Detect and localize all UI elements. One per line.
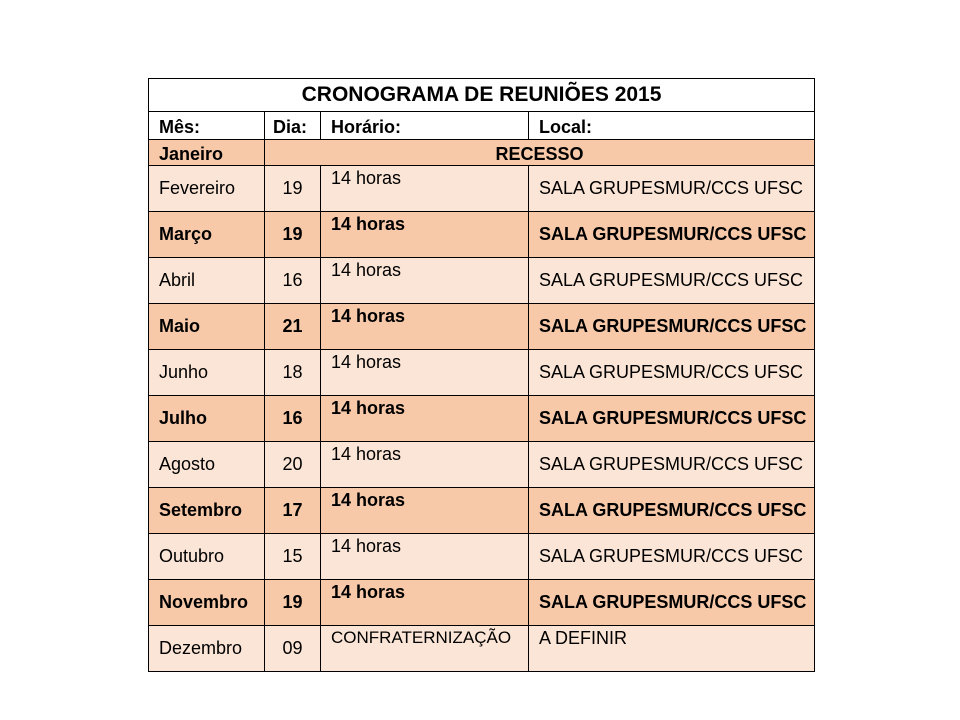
time-cell: 14 horas xyxy=(321,212,529,258)
location-cell: SALA GRUPESMUR/CCS UFSC xyxy=(529,488,815,534)
time-cell: 14 horas xyxy=(321,258,529,304)
month-cell: Junho xyxy=(149,350,265,396)
recess-row xyxy=(149,140,815,166)
location-cell: A DEFINIR xyxy=(529,626,815,672)
table-row xyxy=(149,166,815,212)
month-cell: Maio xyxy=(149,304,265,350)
location-cell: SALA GRUPESMUR/CCS UFSC xyxy=(529,350,815,396)
time-cell: 14 horas xyxy=(321,442,529,488)
table-row xyxy=(149,626,815,672)
day-cell: 21 xyxy=(265,304,321,350)
table-row xyxy=(149,580,815,626)
day-cell: 19 xyxy=(265,212,321,258)
location-cell: SALA GRUPESMUR/CCS UFSC xyxy=(529,442,815,488)
table-row xyxy=(149,258,815,304)
location-cell: SALA GRUPESMUR/CCS UFSC xyxy=(529,166,815,212)
time-cell: 14 horas xyxy=(321,488,529,534)
table-row xyxy=(149,442,815,488)
month-cell: Julho xyxy=(149,396,265,442)
recess-month: Janeiro xyxy=(149,140,265,166)
header-time: Horário: xyxy=(321,112,529,140)
location-cell: SALA GRUPESMUR/CCS UFSC xyxy=(529,304,815,350)
time-cell: 14 horas xyxy=(321,580,529,626)
month-cell: Abril xyxy=(149,258,265,304)
location-cell: SALA GRUPESMUR/CCS UFSC xyxy=(529,580,815,626)
table-row xyxy=(149,534,815,580)
day-cell: 15 xyxy=(265,534,321,580)
month-cell: Agosto xyxy=(149,442,265,488)
month-cell: Outubro xyxy=(149,534,265,580)
day-cell: 09 xyxy=(265,626,321,672)
table-row xyxy=(149,212,815,258)
location-cell: SALA GRUPESMUR/CCS UFSC xyxy=(529,396,815,442)
location-cell: SALA GRUPESMUR/CCS UFSC xyxy=(529,258,815,304)
header-month: Mês: xyxy=(149,112,265,140)
month-cell: Dezembro xyxy=(149,626,265,672)
table-row xyxy=(149,350,815,396)
time-cell: 14 horas xyxy=(321,534,529,580)
day-cell: 16 xyxy=(265,396,321,442)
day-cell: 20 xyxy=(265,442,321,488)
title-row xyxy=(149,79,815,112)
month-cell: Fevereiro xyxy=(149,166,265,212)
day-cell: 19 xyxy=(265,580,321,626)
recess-note: RECESSO xyxy=(265,140,815,166)
table-row xyxy=(149,488,815,534)
time-cell: CONFRATERNIZAÇÃO xyxy=(321,626,529,672)
day-cell: 19 xyxy=(265,166,321,212)
header-row xyxy=(149,112,815,140)
day-cell: 16 xyxy=(265,258,321,304)
day-cell: 17 xyxy=(265,488,321,534)
table-row xyxy=(149,304,815,350)
header-day: Dia: xyxy=(265,112,321,140)
header-location: Local: xyxy=(529,112,815,140)
time-cell: 14 horas xyxy=(321,304,529,350)
time-cell: 14 horas xyxy=(321,350,529,396)
table-row xyxy=(149,396,815,442)
time-cell: 14 horas xyxy=(321,396,529,442)
month-cell: Setembro xyxy=(149,488,265,534)
location-cell: SALA GRUPESMUR/CCS UFSC xyxy=(529,212,815,258)
month-cell: Novembro xyxy=(149,580,265,626)
time-cell: 14 horas xyxy=(321,166,529,212)
day-cell: 18 xyxy=(265,350,321,396)
meeting-schedule-table xyxy=(148,78,815,672)
month-cell: Março xyxy=(149,212,265,258)
table-title: CRONOGRAMA DE REUNIÕES 2015 xyxy=(149,79,815,112)
location-cell: SALA GRUPESMUR/CCS UFSC xyxy=(529,534,815,580)
